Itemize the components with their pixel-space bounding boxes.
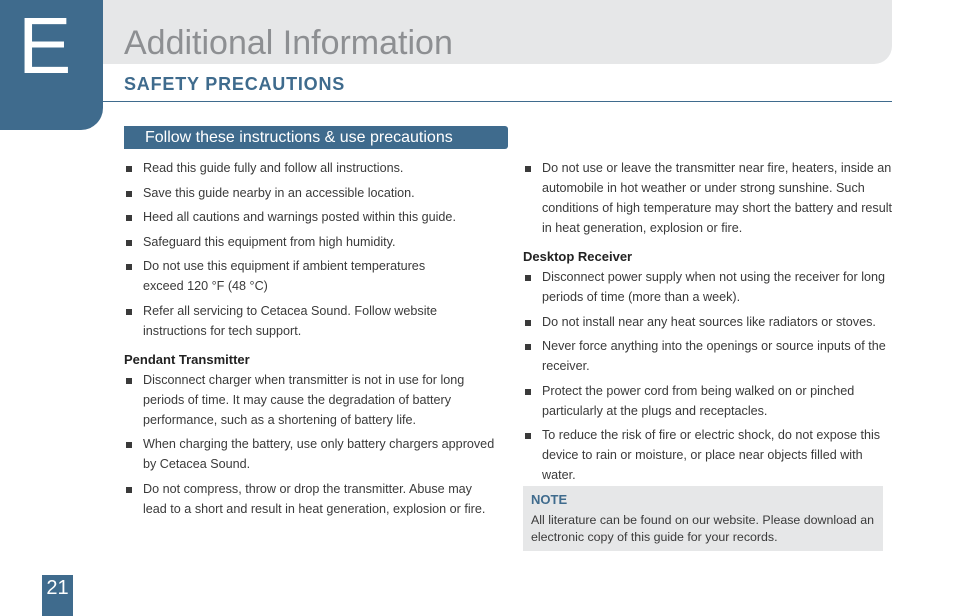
desktop-receiver-list: [523, 267, 893, 485]
square-bullet-icon: [126, 240, 132, 246]
pendant-transmitter-heading: Pendant Transmitter: [124, 351, 250, 367]
square-bullet-icon: [126, 487, 132, 493]
square-bullet-icon: [525, 275, 531, 281]
list-item: Save this guide nearby in an accessible location.: [124, 183, 499, 203]
section-title: SAFETY PRECAUTIONS: [124, 74, 346, 94]
list-item: Do not use this equipment if ambient temperatures exceed 120 °F (48 °C): [124, 256, 499, 296]
square-bullet-icon: [126, 166, 132, 172]
square-bullet-icon: [126, 378, 132, 384]
desktop-receiver-heading: Desktop Receiver: [523, 249, 633, 264]
note-body: All literature can be found on our website. Please download an electronic copy of this guide for your records.: [531, 513, 875, 544]
square-bullet-icon: [525, 433, 531, 439]
square-bullet-icon: [126, 264, 132, 270]
square-bullet-icon: [126, 442, 132, 448]
square-bullet-icon: [525, 320, 531, 326]
square-bullet-icon: [525, 344, 531, 350]
list-item: Do not use or leave the transmitter near fire, heaters, inside an automobile in hot weather or under strong sunshine. Such conditions of high temperature may short the battery and result in heat generation, explosion or fire.: [523, 158, 893, 238]
page-title: Additional Information: [124, 24, 453, 62]
list-item: Read this guide fully and follow all instructions.: [124, 158, 499, 178]
right-column: [523, 158, 893, 490]
list-item: Never force anything into the openings or source inputs of the receiver.: [523, 336, 893, 376]
instructions-banner: Follow these instructions & use precautions: [124, 126, 508, 149]
list-item: Protect the power cord from being walked on or pinched particularly at the plugs and receptacles.: [523, 381, 893, 421]
square-bullet-icon: [126, 191, 132, 197]
general-precautions-list: [124, 158, 499, 341]
page-number: 21: [42, 575, 73, 616]
note-box: [523, 486, 883, 551]
list-item: Do not install near any heat sources like radiators or stoves.: [523, 312, 893, 332]
list-item: When charging the battery, use only battery chargers approved by Cetacea Sound.: [124, 434, 499, 474]
square-bullet-icon: [525, 389, 531, 395]
square-bullet-icon: [126, 309, 132, 315]
left-column: [124, 158, 499, 523]
square-bullet-icon: [525, 166, 531, 172]
list-item: Disconnect charger when transmitter is not in use for long periods of time. It may cause the degradation of battery performance, such as a shortening of battery life.: [124, 370, 499, 430]
list-item: Do not compress, throw or drop the transmitter. Abuse may lead to a short and result in heat generation, explosion or fire.: [124, 479, 499, 519]
list-item: Safeguard this equipment from high humidity.: [124, 232, 499, 252]
list-item: Heed all cautions and warnings posted within this guide.: [124, 207, 499, 227]
pendant-transmitter-list-continued: [523, 158, 893, 238]
list-item: To reduce the risk of fire or electric shock, do not expose this device to rain or moisture, or place near objects filled with water.: [523, 425, 893, 485]
list-item: Refer all servicing to Cetacea Sound. Follow website instructions for tech support.: [124, 301, 499, 341]
square-bullet-icon: [126, 215, 132, 221]
header-divider: [103, 101, 892, 102]
note-title: NOTE: [531, 492, 568, 507]
pendant-transmitter-list: [124, 370, 499, 519]
section-letter-tab: [0, 0, 103, 130]
section-letter: E: [18, 1, 72, 90]
list-item: Disconnect power supply when not using the receiver for long periods of time (more than a week).: [523, 267, 893, 307]
